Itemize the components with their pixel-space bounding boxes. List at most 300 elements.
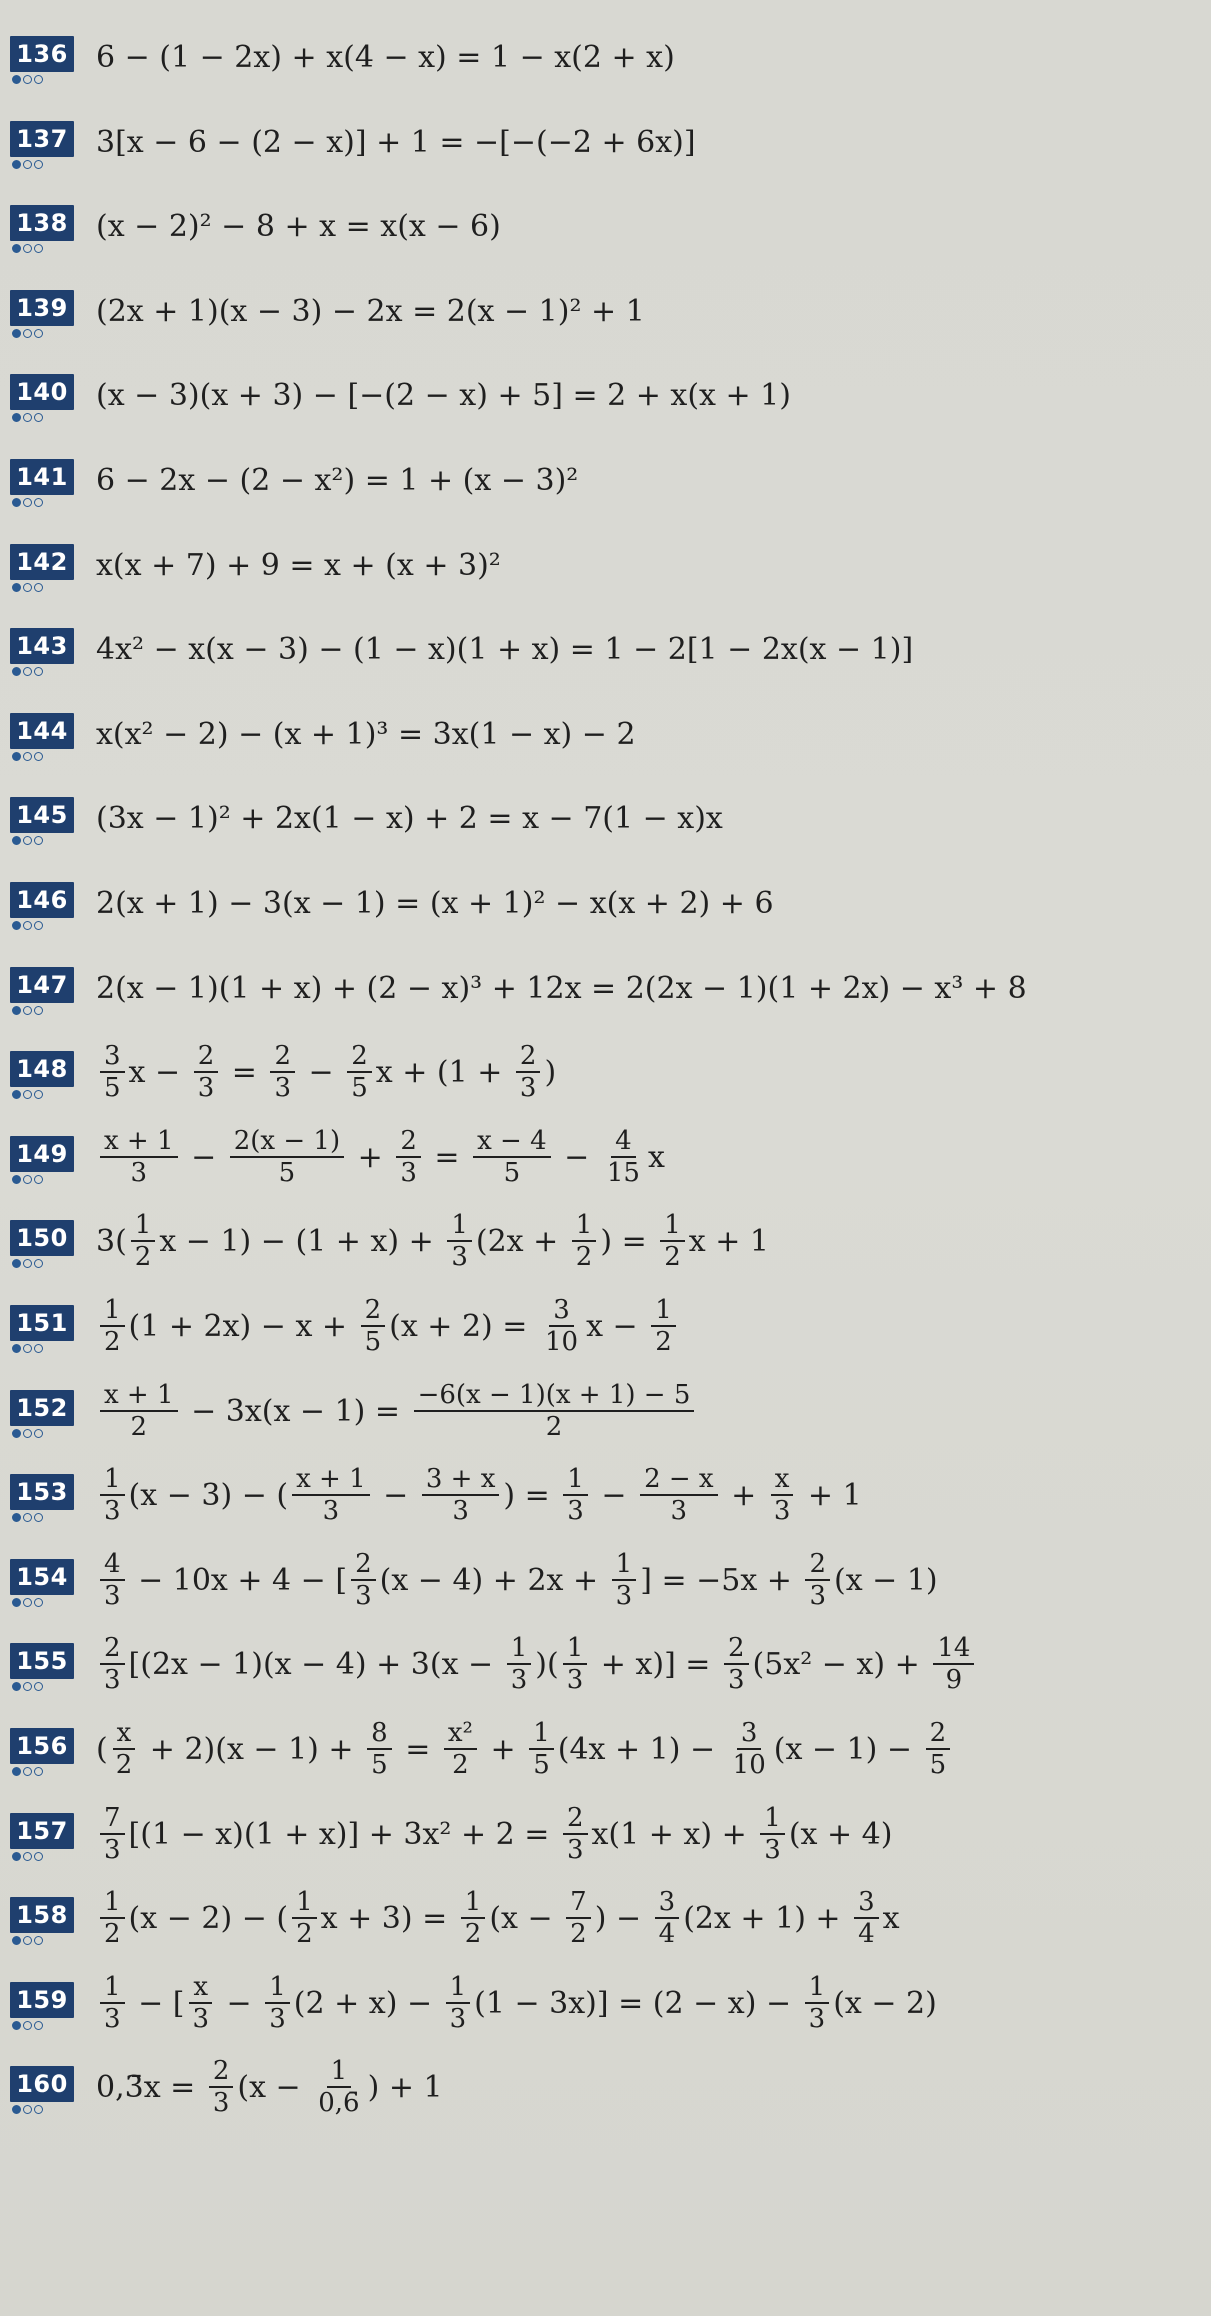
fraction-numerator: 2 − x — [640, 1465, 718, 1496]
equation — [96, 1294, 680, 1357]
equation-text: (x − — [489, 1900, 563, 1936]
fraction — [100, 1042, 125, 1102]
fraction — [314, 2057, 363, 2117]
fraction-numerator: 2 — [100, 1634, 125, 1665]
fraction-denominator: 5 — [351, 1073, 368, 1103]
difficulty-dot-filled-icon — [12, 921, 21, 930]
equation-text: + 1 — [798, 1477, 862, 1513]
fraction — [230, 1127, 344, 1187]
fraction-numerator: 1 — [612, 1550, 637, 1581]
exercise-number-badge: 158 — [10, 1897, 74, 1933]
fraction — [112, 1719, 137, 1779]
fraction-denominator: 3 — [670, 1496, 688, 1526]
difficulty-dot-empty-icon — [23, 1259, 32, 1268]
equation-text: (2 + x) − — [293, 1985, 442, 2021]
difficulty-dots — [12, 1344, 43, 1356]
fraction-denominator: 3 — [510, 1665, 528, 1695]
fraction-denominator: 3 — [192, 2004, 210, 2034]
difficulty-dot-empty-icon — [34, 413, 43, 422]
equation — [96, 1548, 938, 1611]
difficulty-dot-empty-icon — [23, 1513, 32, 1522]
difficulty-dot-empty-icon — [34, 1090, 43, 1099]
fraction-numerator: 3 — [100, 1042, 125, 1073]
difficulty-dot-empty-icon — [23, 921, 32, 930]
equation — [96, 1379, 698, 1442]
difficulty-dot-filled-icon — [12, 160, 21, 169]
exercise-number-badge: 147 — [10, 967, 74, 1003]
fraction-denominator: 3 — [104, 1665, 121, 1695]
fraction-numerator: x — [189, 1973, 212, 2004]
difficulty-dot-filled-icon — [12, 1006, 21, 1015]
fraction-numerator: 1 — [805, 1973, 830, 2004]
fraction-denominator: 5 — [503, 1158, 521, 1188]
fraction-denominator: 3 — [566, 1665, 584, 1695]
exercise-number-badge: 143 — [10, 628, 74, 664]
equation-text: (x − 4) + 2x + — [379, 1562, 608, 1598]
equation-text: = — [222, 1054, 267, 1090]
equation-text: − — [299, 1054, 344, 1090]
equation — [96, 1886, 900, 1949]
difficulty-dots — [12, 160, 43, 172]
fraction-numerator: 1 — [563, 1634, 588, 1665]
fraction — [292, 1465, 370, 1525]
difficulty-dots — [12, 1513, 43, 1525]
difficulty-dots — [12, 1006, 43, 1018]
fraction — [660, 1211, 685, 1271]
difficulty-dots — [12, 498, 43, 510]
equation-text: (x − 1) − — [773, 1731, 922, 1767]
fraction — [473, 1127, 551, 1187]
fraction-numerator: 1 — [529, 1719, 554, 1750]
exercise-number-badge: 148 — [10, 1051, 74, 1087]
fraction — [612, 1550, 637, 1610]
fraction — [529, 1719, 554, 1779]
equation-text: − — [181, 1139, 226, 1175]
fraction-numerator: 1 — [446, 1973, 471, 2004]
difficulty-dot-empty-icon — [23, 1344, 32, 1353]
fraction — [640, 1465, 718, 1525]
equation-text: )( — [535, 1646, 559, 1682]
fraction-numerator: 1 — [327, 2057, 352, 2088]
fraction — [805, 1973, 830, 2033]
fraction-numerator: x + 1 — [100, 1127, 178, 1158]
equation-text: − — [373, 1477, 418, 1513]
fraction-denominator: 3 — [727, 1665, 745, 1695]
fraction — [805, 1550, 830, 1610]
equation-text: ) — [544, 1054, 557, 1090]
exercise-row — [0, 1040, 1211, 1137]
fraction-numerator: 7 — [100, 1804, 125, 1835]
fraction-numerator: 7 — [566, 1888, 591, 1919]
difficulty-dots — [12, 1429, 43, 1441]
equation-text: (2x + 1) + — [683, 1900, 851, 1936]
exercise-number-badge: 139 — [10, 290, 74, 326]
fraction-denominator: 3 — [104, 1835, 121, 1865]
fraction-denominator: 2 — [296, 1919, 313, 1949]
fraction-denominator: 3 — [104, 1581, 121, 1611]
equation-text: x − 1) − (1 + x) + — [159, 1223, 444, 1259]
equation-text: (x − 2) − ( — [128, 1900, 289, 1936]
difficulty-dot-empty-icon — [34, 1682, 43, 1691]
exercise-number-badge: 155 — [10, 1643, 74, 1679]
fraction-numerator: 1 — [100, 1888, 125, 1919]
fraction — [209, 2057, 234, 2117]
fraction-denominator: 5 — [533, 1750, 550, 1780]
difficulty-dots — [12, 1936, 43, 1948]
equation-text: ) + 1 — [367, 2069, 443, 2105]
difficulty-dot-empty-icon — [34, 1259, 43, 1268]
fraction-denominator: 10 — [544, 1327, 579, 1357]
difficulty-dot-filled-icon — [12, 836, 21, 845]
equation — [96, 538, 501, 592]
difficulty-dot-filled-icon — [12, 1513, 21, 1522]
equation-text: 2(x + 1) − 3(x − 1) = (x + 1)² − x(x + 2) + 6 — [96, 885, 774, 921]
difficulty-dot-empty-icon — [34, 1344, 43, 1353]
difficulty-dot-empty-icon — [34, 583, 43, 592]
fraction — [651, 1296, 676, 1356]
fraction-numerator: 3 — [854, 1888, 879, 1919]
fraction-numerator: 1 — [572, 1211, 597, 1242]
difficulty-dot-filled-icon — [12, 1259, 21, 1268]
exercise-row — [0, 1548, 1211, 1645]
exercise-row — [0, 961, 1211, 1053]
equation — [96, 1971, 937, 2034]
fraction — [396, 1127, 421, 1187]
difficulty-dots — [12, 2105, 43, 2117]
difficulty-dot-empty-icon — [23, 1090, 32, 1099]
equation — [96, 961, 1027, 1015]
equation-text: 2(x − 1)(1 + x) + (2 − x)³ + 12x = 2(2x − 1)(1 + 2x) − x³ + 8 — [96, 970, 1027, 1006]
equation-text: x + 3) = — [320, 1900, 457, 1936]
fraction-numerator: 8 — [367, 1719, 392, 1750]
difficulty-dot-empty-icon — [34, 2021, 43, 2030]
fraction-denominator: 4 — [658, 1919, 676, 1949]
exercise-number-badge: 153 — [10, 1474, 74, 1510]
equation-text: − 10x + 4 − [ — [128, 1562, 348, 1598]
fraction-numerator: 1 — [265, 1973, 290, 2004]
difficulty-dot-empty-icon — [34, 667, 43, 676]
difficulty-dot-empty-icon — [34, 1852, 43, 1861]
difficulty-dot-empty-icon — [34, 1767, 43, 1776]
difficulty-dots — [12, 1852, 43, 1864]
difficulty-dot-empty-icon — [23, 2021, 32, 2030]
equation — [96, 368, 791, 422]
fraction-numerator: 2(x − 1) — [230, 1127, 344, 1158]
equation — [96, 199, 501, 253]
difficulty-dot-filled-icon — [12, 75, 21, 84]
equation — [96, 876, 774, 930]
exercise-number-badge: 145 — [10, 797, 74, 833]
difficulty-dot-empty-icon — [34, 1429, 43, 1438]
difficulty-dot-empty-icon — [23, 413, 32, 422]
fraction-denominator: 2 — [570, 1919, 587, 1949]
fraction-numerator: 2 — [516, 1042, 541, 1073]
exercise-number-badge: 136 — [10, 36, 74, 72]
exercise-row — [0, 199, 1211, 291]
equation-text: − 3x(x − 1) = — [181, 1393, 410, 1429]
fraction-numerator: 1 — [507, 1634, 532, 1665]
exercise-row — [0, 1209, 1211, 1306]
equation-text: ) = — [600, 1223, 657, 1259]
equation — [96, 453, 578, 507]
fraction — [724, 1634, 749, 1694]
exercise-number-badge: 141 — [10, 459, 74, 495]
fraction — [729, 1719, 770, 1779]
exercise-number-badge: 137 — [10, 121, 74, 157]
equation — [96, 1802, 893, 1865]
equation — [96, 622, 913, 676]
fraction-numerator: 3 + x — [422, 1465, 500, 1496]
fraction — [563, 1465, 588, 1525]
difficulty-dot-filled-icon — [12, 2105, 21, 2114]
difficulty-dot-filled-icon — [12, 667, 21, 676]
fraction — [854, 1888, 879, 1948]
difficulty-dot-empty-icon — [34, 1175, 43, 1184]
exercise-row — [0, 2055, 1211, 2152]
difficulty-dot-empty-icon — [23, 75, 32, 84]
difficulty-dots — [12, 583, 43, 595]
difficulty-dot-empty-icon — [23, 160, 32, 169]
equation-text: (x − 2)² − 8 + x = x(x − 6) — [96, 208, 501, 244]
fraction — [461, 1888, 486, 1948]
equation-text: (2x + — [475, 1223, 568, 1259]
equation-text: ( — [96, 1731, 108, 1767]
difficulty-dot-filled-icon — [12, 1598, 21, 1607]
fraction — [414, 1381, 695, 1441]
difficulty-dot-filled-icon — [12, 1852, 21, 1861]
fraction-numerator: 2 — [724, 1634, 749, 1665]
difficulty-dot-empty-icon — [23, 667, 32, 676]
equation-text: + 2)(x − 1) + — [140, 1731, 364, 1767]
fraction-numerator: 3 — [549, 1296, 574, 1327]
equation-text: x − — [586, 1308, 648, 1344]
equation-text: x(1 + x) + — [591, 1816, 757, 1852]
equation-text: x — [647, 1139, 665, 1175]
fraction-denominator: 2 — [545, 1412, 563, 1442]
fraction-numerator: 2 — [805, 1550, 830, 1581]
exercise-number-badge: 159 — [10, 1982, 74, 2018]
fraction-numerator: 1 — [100, 1296, 125, 1327]
fraction-denominator: 3 — [451, 1242, 468, 1272]
fraction-denominator: 5 — [929, 1750, 947, 1780]
equation-text: (1 − 3x)] = (2 − x) − — [474, 1985, 801, 2021]
difficulty-dots — [12, 1090, 43, 1102]
equation-text: + — [721, 1477, 766, 1513]
fraction — [603, 1127, 644, 1187]
fraction-denominator: 2 — [104, 1327, 121, 1357]
fraction — [351, 1550, 376, 1610]
fraction — [100, 1465, 125, 1525]
fraction — [100, 1550, 125, 1610]
fraction-numerator: 1 — [100, 1465, 125, 1496]
equation-text: − — [554, 1139, 599, 1175]
equation-text: ) − — [594, 1900, 651, 1936]
difficulty-dot-empty-icon — [34, 1936, 43, 1945]
fraction — [270, 1042, 295, 1102]
difficulty-dot-filled-icon — [12, 329, 21, 338]
fraction — [655, 1888, 680, 1948]
exercise-number-badge: 149 — [10, 1136, 74, 1172]
difficulty-dots — [12, 1598, 43, 1610]
fraction-numerator: 1 — [292, 1888, 317, 1919]
exercise-row — [0, 1971, 1211, 2068]
difficulty-dot-filled-icon — [12, 1090, 21, 1099]
fraction-denominator: 3 — [355, 1581, 372, 1611]
fraction-denominator: 3 — [567, 1496, 584, 1526]
difficulty-dot-filled-icon — [12, 1429, 21, 1438]
fraction-denominator: 5 — [104, 1073, 121, 1103]
equation-text: (x + 4) — [788, 1816, 893, 1852]
equation-text: 4x² − x(x − 3) − (1 − x)(1 + x) = 1 − 2[1 − 2x(x − 1)] — [96, 631, 914, 667]
fraction-numerator: 2 — [396, 1127, 421, 1158]
fraction-numerator: x + 1 — [292, 1465, 370, 1496]
fraction-denominator: 0,6̄ — [318, 2088, 360, 2118]
equation-text: [(2x − 1)(x − 4) + 3(x − — [128, 1646, 503, 1682]
difficulty-dot-empty-icon — [34, 1513, 43, 1522]
fraction-numerator: 1 — [760, 1804, 785, 1835]
fraction-numerator: 2 — [926, 1719, 951, 1750]
equation-text: 3( — [96, 1223, 127, 1259]
fraction-numerator: −6(x − 1)(x + 1) − 5 — [414, 1381, 695, 1412]
fraction-denominator: 9 — [945, 1665, 963, 1695]
difficulty-dots — [12, 413, 43, 425]
exercise-number-badge: 144 — [10, 713, 74, 749]
fraction-numerator: x — [113, 1719, 136, 1750]
fraction-denominator: 3 — [773, 1496, 791, 1526]
exercise-number-badge: 156 — [10, 1728, 74, 1764]
fraction — [347, 1042, 372, 1102]
exercise-row — [0, 622, 1211, 714]
fraction-denominator: 2 — [664, 1242, 681, 1272]
exercise-number-badge: 152 — [10, 1390, 74, 1426]
fraction-denominator: 5 — [364, 1327, 382, 1357]
difficulty-dot-empty-icon — [23, 244, 32, 253]
fraction-denominator: 3 — [322, 1496, 340, 1526]
equation-text: [(1 − x)(1 + x)] + 3x² + 2 = — [128, 1816, 559, 1852]
fraction-denominator: 3 — [212, 2088, 230, 2118]
fraction-denominator: 2 — [134, 1242, 152, 1272]
exercise-row — [0, 1802, 1211, 1899]
fraction-numerator: 2 — [209, 2057, 234, 2088]
fraction-denominator: 2 — [655, 1327, 672, 1357]
difficulty-dots — [12, 75, 43, 87]
equation-text: = — [395, 1731, 440, 1767]
fraction-numerator: 1 — [651, 1296, 676, 1327]
equation — [96, 1463, 862, 1526]
difficulty-dot-empty-icon — [23, 498, 32, 507]
difficulty-dot-empty-icon — [34, 1598, 43, 1607]
fraction-denominator: 5 — [371, 1750, 388, 1780]
difficulty-dot-empty-icon — [34, 498, 43, 507]
fraction-denominator: 3 — [566, 1835, 584, 1865]
difficulty-dot-filled-icon — [12, 1344, 21, 1353]
equation-text: x + (1 + — [375, 1054, 512, 1090]
exercise-row — [0, 30, 1211, 122]
equation-text: 6 − (1 − 2x) + x(4 − x) = 1 − x(2 + x) — [96, 39, 675, 75]
fraction — [422, 1465, 500, 1525]
equation — [96, 1040, 557, 1103]
equation-text: (3x − 1)² + 2x(1 − x) + 2 = x − 7(1 − x)x — [96, 800, 723, 836]
fraction-denominator: 2 — [452, 1750, 469, 1780]
fraction — [760, 1804, 785, 1864]
equation-text: = — [424, 1139, 470, 1175]
exercise-number-badge: 150 — [10, 1220, 74, 1256]
difficulty-dot-filled-icon — [12, 752, 21, 761]
equation-text: + — [348, 1139, 393, 1175]
difficulty-dot-empty-icon — [23, 1852, 32, 1861]
equation — [96, 1209, 770, 1272]
fraction — [507, 1634, 532, 1694]
exercise-row — [0, 791, 1211, 883]
fraction — [572, 1211, 597, 1271]
difficulty-dot-empty-icon — [23, 329, 32, 338]
fraction — [100, 1634, 125, 1694]
difficulty-dot-filled-icon — [12, 2021, 21, 2030]
fraction — [100, 1804, 125, 1864]
difficulty-dot-empty-icon — [34, 75, 43, 84]
equation-text: + x)] = — [591, 1646, 720, 1682]
fraction-denominator: 4 — [858, 1919, 875, 1949]
fraction — [563, 1804, 588, 1864]
difficulty-dot-empty-icon — [23, 1767, 32, 1776]
difficulty-dot-filled-icon — [12, 1175, 21, 1184]
fraction-numerator: 4 — [100, 1550, 125, 1581]
fraction — [100, 1973, 125, 2033]
difficulty-dot-empty-icon — [34, 160, 43, 169]
fraction — [292, 1888, 317, 1948]
equation-text: (1 + 2x) − x + — [128, 1308, 357, 1344]
fraction — [444, 1719, 477, 1779]
fraction — [265, 1973, 290, 2033]
fraction-denominator: 3 — [615, 1581, 633, 1611]
fraction-numerator: x + 1 — [100, 1381, 178, 1412]
fraction-denominator: 3 — [104, 2004, 121, 2034]
fraction-denominator: 3 — [808, 2004, 826, 2034]
fraction-denominator: 3 — [809, 1581, 827, 1611]
equation-text: (2x + 1)(x − 3) − 2x = 2(x − 1)² + 1 — [96, 293, 645, 329]
exercise-number-badge: 151 — [10, 1305, 74, 1341]
exercise-number-badge: 140 — [10, 374, 74, 410]
fraction-denominator: 3 — [197, 1073, 215, 1103]
equation-text: x(x² − 2) − (x + 1)³ = 3x(1 − x) − 2 — [96, 716, 636, 752]
fraction-denominator: 3 — [764, 1835, 781, 1865]
fraction-numerator: 1 — [100, 1973, 125, 2004]
difficulty-dot-empty-icon — [23, 752, 32, 761]
exercise-number-badge: 146 — [10, 882, 74, 918]
fraction-denominator: 3 — [452, 1496, 469, 1526]
exercise-row — [0, 1463, 1211, 1560]
fraction-numerator: 1 — [563, 1465, 588, 1496]
fraction-denominator: 3 — [274, 1073, 291, 1103]
fraction-numerator: 1 — [660, 1211, 685, 1242]
fraction-numerator: x² — [444, 1719, 477, 1750]
difficulty-dot-empty-icon — [34, 2105, 43, 2114]
fraction-numerator: 14 — [933, 1634, 974, 1665]
difficulty-dot-filled-icon — [12, 498, 21, 507]
difficulty-dot-empty-icon — [34, 921, 43, 930]
fraction-denominator: 2 — [115, 1750, 133, 1780]
equation-text: ) = — [503, 1477, 560, 1513]
exercise-row — [0, 538, 1211, 630]
difficulty-dot-filled-icon — [12, 1936, 21, 1945]
difficulty-dot-empty-icon — [34, 244, 43, 253]
fraction — [131, 1211, 156, 1271]
fraction — [563, 1634, 588, 1694]
fraction-numerator: 2 — [270, 1042, 295, 1073]
equation — [96, 1717, 954, 1780]
equation-text: 0,3̄x = — [96, 2069, 205, 2105]
exercise-number-badge: 154 — [10, 1559, 74, 1595]
